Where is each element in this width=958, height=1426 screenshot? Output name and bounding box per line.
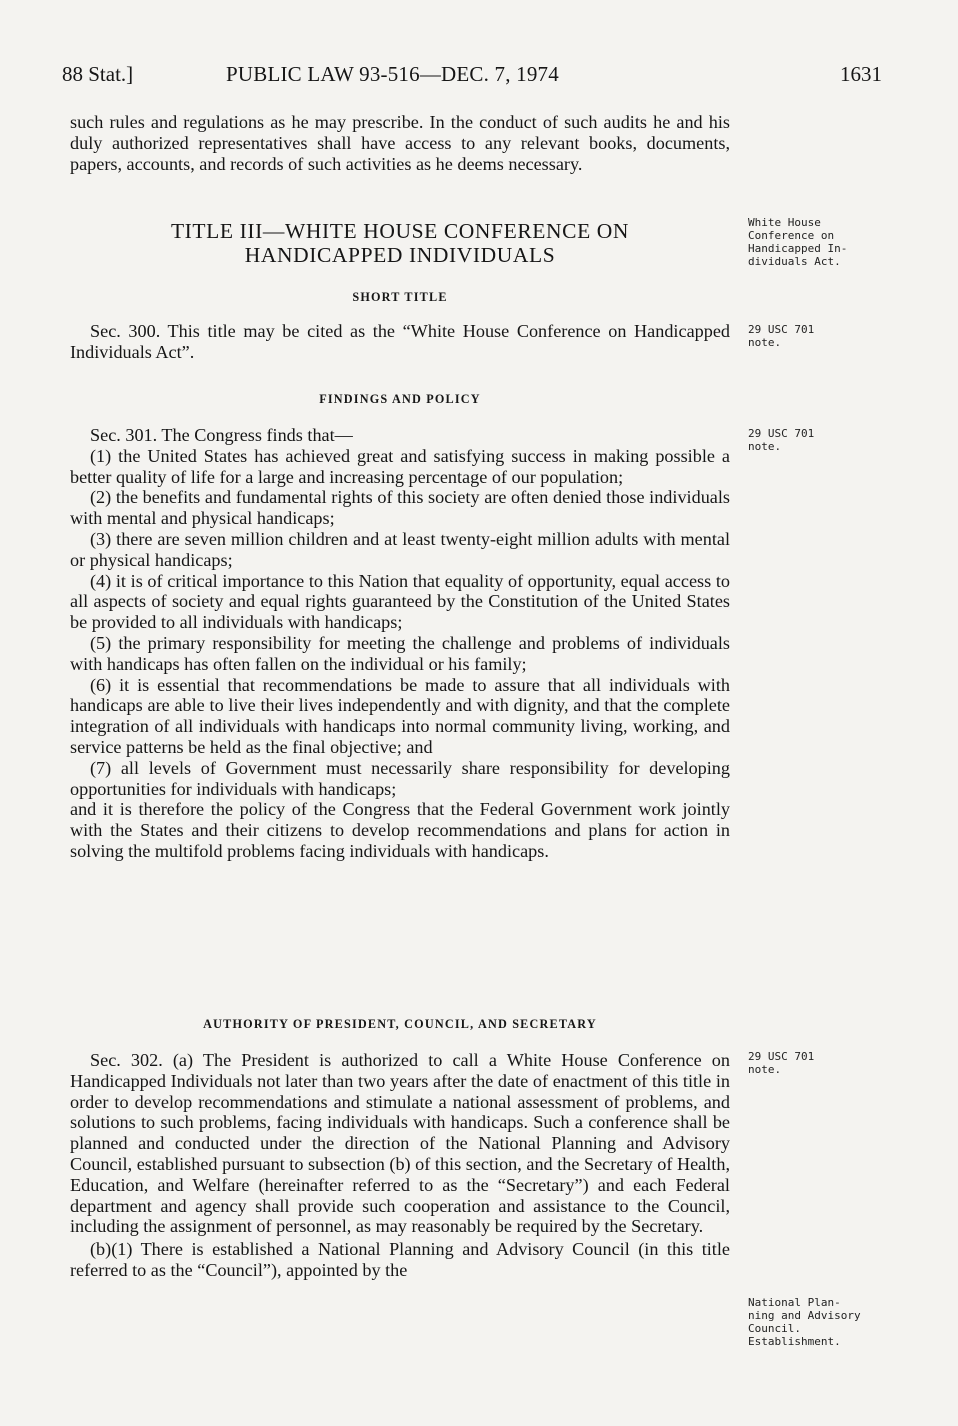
finding-4: (4) it is of critical importance to this Nation that equality of opportunity, equal access to all aspects of society and equal rights guaranteed by the Constitution of the United States be provided to all individuals with handicaps; — [70, 570, 730, 633]
title-line-2: HANDICAPPED INDIVIDUALS — [244, 243, 556, 267]
finding-2: (2) the benefits and fundamental rights of this society are often denied those individuals with mental and physical handicaps; — [70, 487, 730, 529]
section-300 — [70, 321, 730, 363]
intro-block — [70, 112, 730, 174]
finding-3: (3) there are seven million children and at least twenty-eight million adults with mental or physical handicaps; — [70, 528, 730, 570]
running-header — [62, 62, 882, 92]
heading-authority: AUTHORITY OF PRESIDENT, COUNCIL, AND SECRETARY — [203, 1017, 597, 1031]
finding-5: (5) the primary responsibility for meeting the challenge and problems of individuals with handicaps has often fallen on the individual or his family; — [70, 632, 730, 674]
margin-note-council: National Plan- ning and Advisory Council. Establishment. — [748, 1296, 861, 1348]
title-line-1: TITLE III—WHITE HOUSE CONFERENCE ON — [170, 219, 630, 243]
section-301 — [70, 425, 730, 862]
sec-301-intro: Sec. 301. The Congress finds that— — [90, 425, 353, 445]
margin-note-usc-300: 29 USC 701 note. — [748, 323, 815, 349]
finding-1: (1) the United States has achieved great and satisfying success in making possible a better quality of life for a large and increasing percentage of our population; — [70, 445, 730, 487]
finding-7: (7) all levels of Government must necessarily share responsibility for developing opportunities for individuals with handicaps; — [70, 757, 730, 799]
margin-note-usc-302: 29 USC 701 note. — [748, 1050, 815, 1076]
margin-note-usc-301: 29 USC 701 note. — [748, 427, 815, 453]
statute-volume: 88 Stat.] — [62, 62, 134, 86]
sec-302-b: (b)(1) There is established a National Planning and Advisory Council (in this title referred to as the “Council”), appointed by the — [70, 1239, 730, 1280]
policy-statement: and it is therefore the policy of the Congress that the Federal Government work jointly with the States and their citizens to develop recommendations and plans for action in solving the multifold problems facing individuals with handicaps. — [70, 799, 730, 861]
margin-note-act-name: White House Conference on Handicapped In- dividuals Act. — [748, 216, 848, 268]
intro-paragraph: such rules and regulations as he may prescribe. In the conduct of such audits he and his duly authorized representatives shall have access to any relevant books, documents, papers, accounts, and records of such activities as he deems necessary. — [70, 112, 730, 174]
finding-6: (6) it is essential that recommendations be made to assure that all individuals with handicaps are able to live their lives independently and with dignity, and that the complete integration of all individuals with handicaps into normal community living, working, and service patterns be held as the final objective; and — [70, 674, 730, 757]
heading-findings-policy: FINDINGS AND POLICY — [319, 392, 481, 406]
page-number: 1631 — [840, 62, 882, 86]
sec-300-text: Sec. 300. This title may be cited as the “White House Conference on Handicapped Individuals Act”. — [70, 321, 730, 362]
public-law-citation: PUBLIC LAW 93-516—DEC. 7, 1974 — [226, 62, 559, 86]
heading-short-title: SHORT TITLE — [352, 290, 448, 304]
sec-302-a: Sec. 302. (a) The President is authorized to call a White House Conference on Handicapped Individuals not later than two years after the date of enactment of this title in order to develop recommendations and stimulate a national assessment of problems, and solutions to such problems, facing individuals with handicaps. Such a conference shall be planned and conducted under the direction of the National Planning and Advisory Council, established pursuant to subsection (b) of this section, and the Secretary of Health, Education, and Welfare (hereinafter referred to as the “Secretary”) and each Federal department and agency shall provide such cooperation and assistance to the Council, including the assignment of personnel, as may reasonably be required by the Secretary. — [70, 1050, 730, 1237]
section-302 — [70, 1050, 730, 1281]
